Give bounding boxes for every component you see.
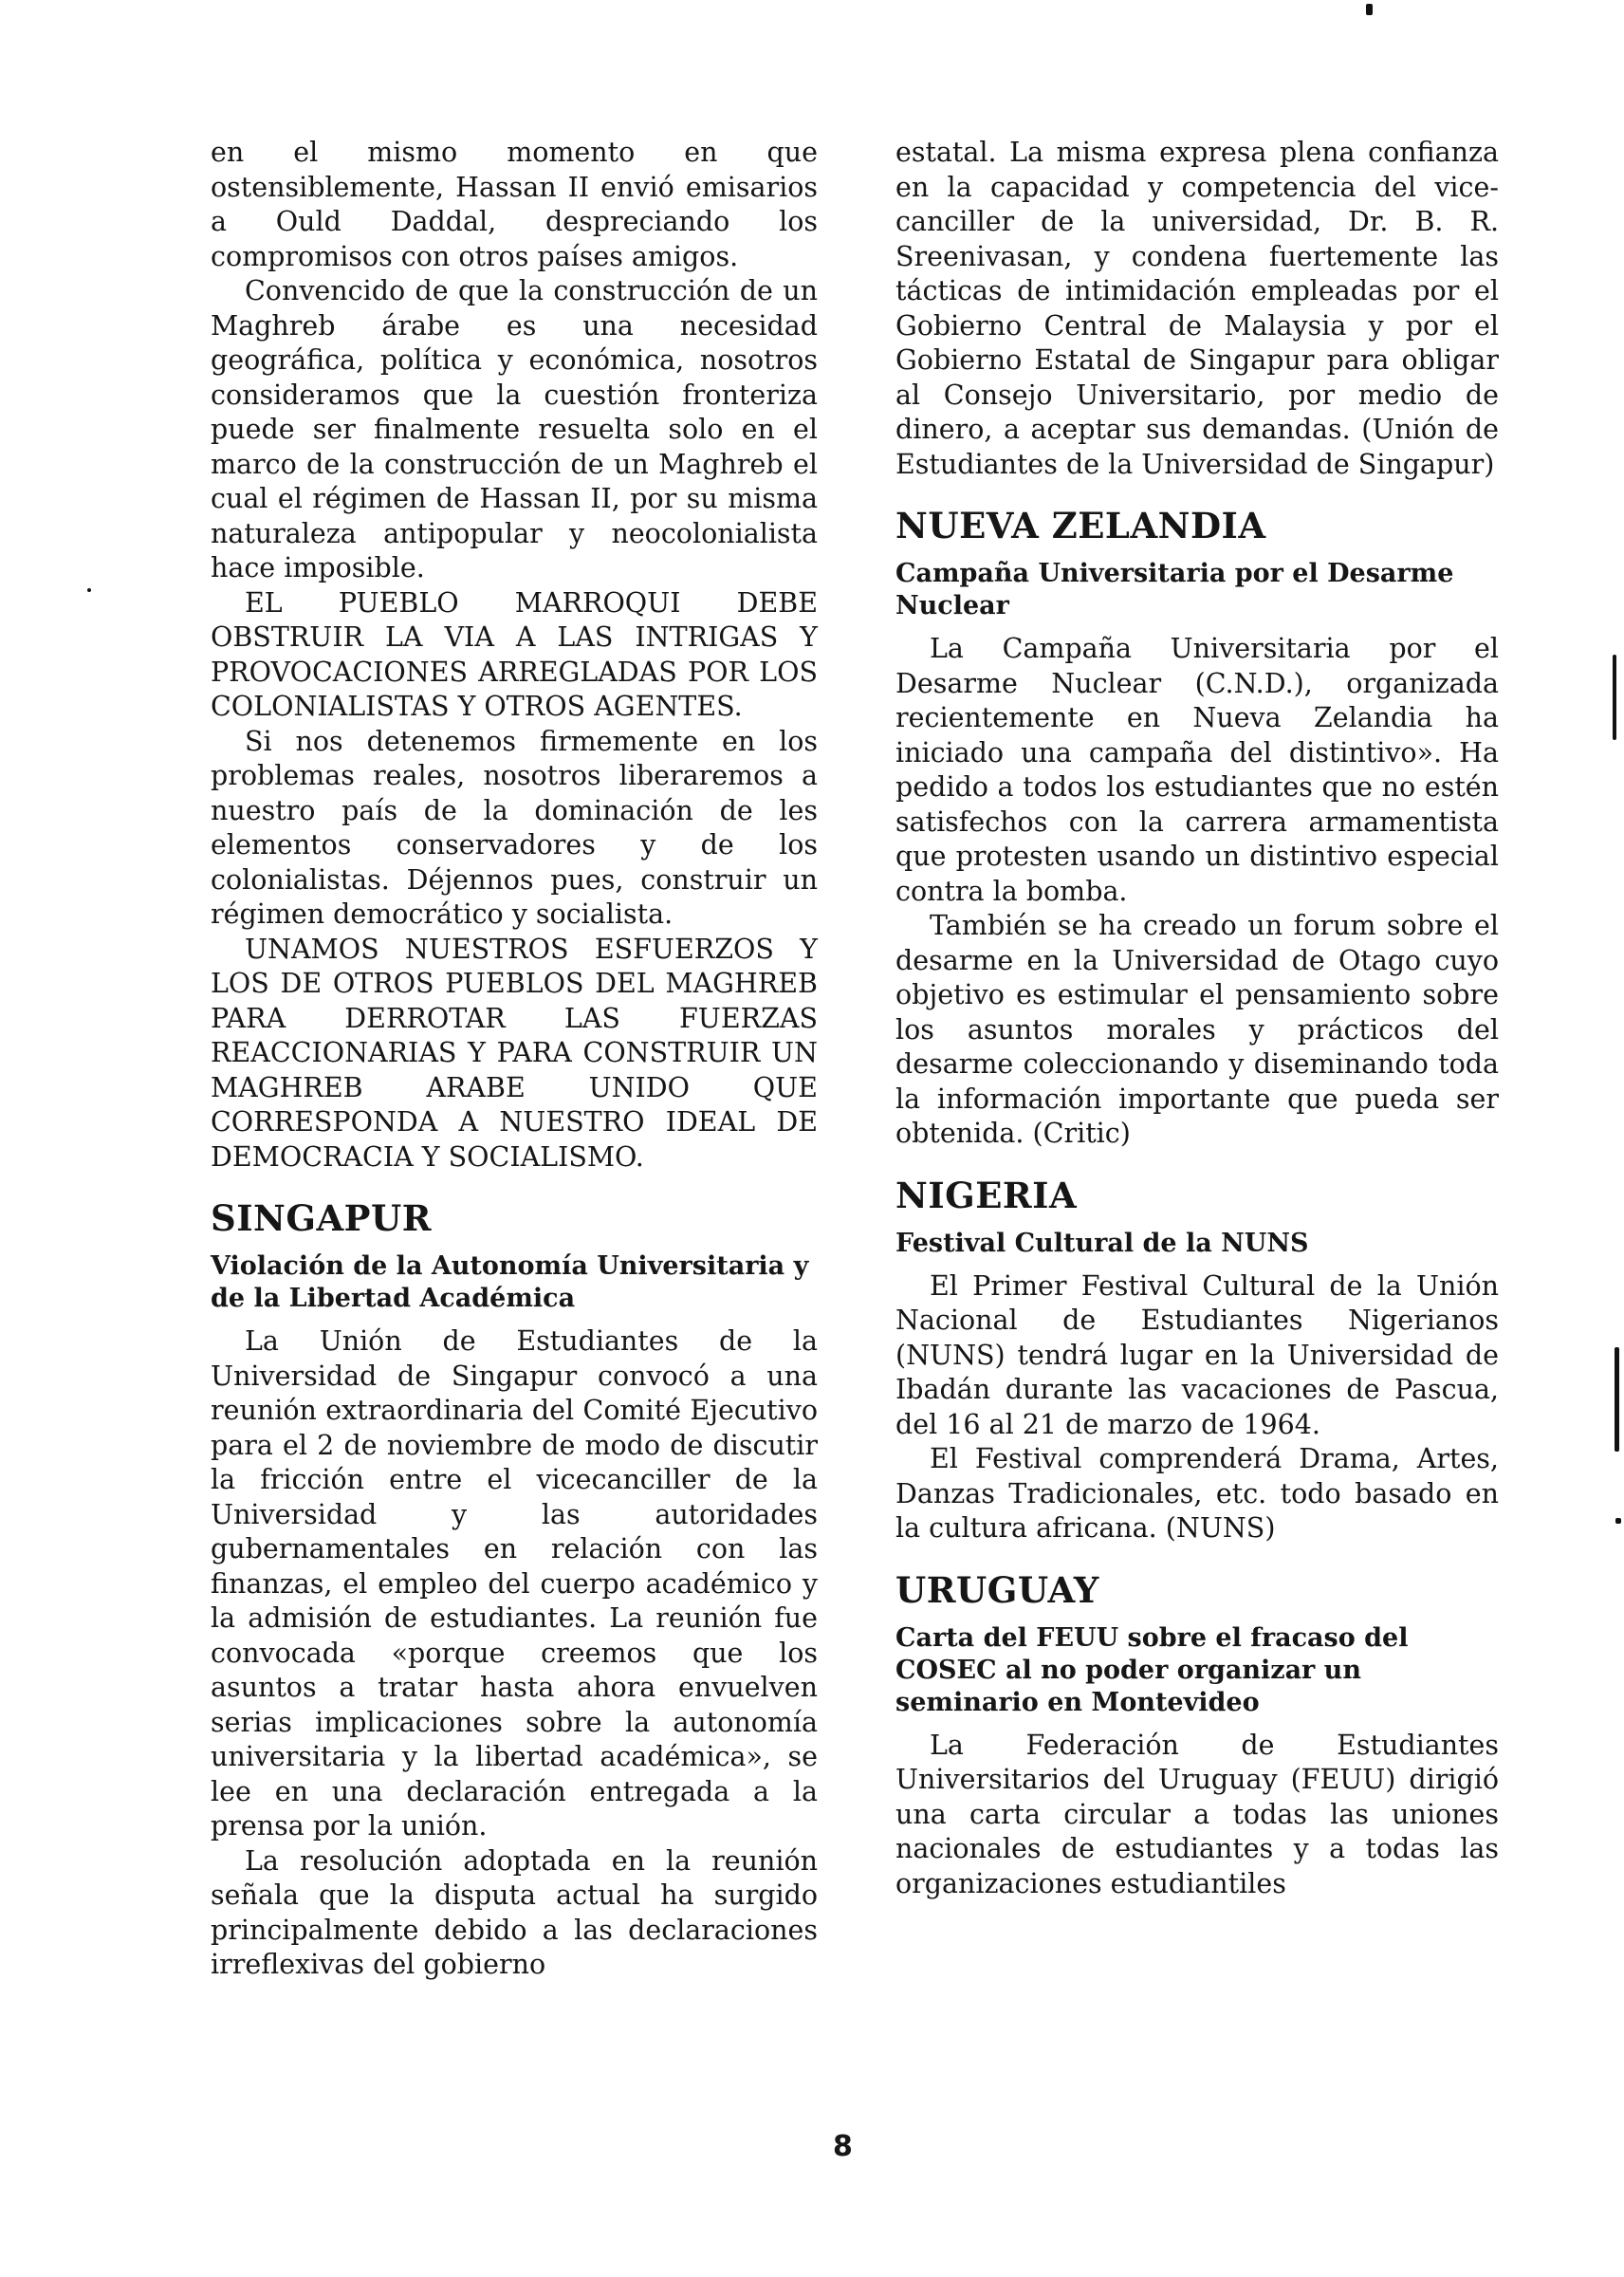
section-subheading-uruguay: Carta del FEUU sobre el fracaso del COSEC al no poder organizar un seminario en Montevideo — [895, 1622, 1409, 1717]
page-number: 8 — [833, 2130, 853, 2163]
section-heading-nigeria: NIGERIA — [895, 1174, 1078, 1216]
section-subheading-nigeria: Festival Cultural de la NUNS — [895, 1228, 1309, 1258]
scan-speck — [1366, 4, 1373, 15]
paragraph: en el mismo momento en que ostensiblemente, Hassan II envió emisarios a Ould Daddal, despreciando los compromisos con otros países amigos. — [211, 137, 818, 272]
paragraph: También se ha creado un forum sobre el desarme en la Universidad de Otago cuyo objetivo es estimular el pensamiento sobre los asuntos morales y prácticos del desarme coleccionando y diseminando toda la información importante que pueda ser obtenida. (Critic) — [895, 910, 1499, 1149]
paragraph: La Federación de Estudiantes Universitarios del Uruguay (FEUU) dirigió una carta circular a todas las uniones nacionales de estudiantes y a todas las organizaciones estudiantiles — [895, 1729, 1499, 1899]
paragraph: La resolución adoptada en la reunión señala que la disputa actual ha surgido principalmente debido a las declaraciones irreflexivas del gobierno — [211, 1844, 818, 1980]
paragraph-caps: UNAMOS NUESTROS ESFUERZOS Y LOS DE OTROS PUEBLOS DEL MAGHREB PARA DERROTAR LAS FUERZAS REACCIONARIAS Y PARA CONSTRUIR UN MAGHREB ARABE UNIDO QUE CORRESPONDA A NUESTRO IDEAL DE DEMOCRACIA Y SOCIALISMO. — [211, 933, 818, 1173]
left-column — [211, 136, 818, 1983]
section-heading-uruguay: URUGUAY — [895, 1568, 1099, 1611]
paragraph: La Unión de Estudiantes de la Universidad de Singapur convocó a una reunión extraordinaria del Comité Ejecutivo para el 2 de noviembre de modo de discutir la fricción entre el vicecanciller de la Universidad y las autoridades gubernamentales en relación con las finanzas, el empleo del cuerpo académico y la admisión de estudiantes. La reunión fue convocada «porque creemos que los asuntos a tratar hasta ahora envuelven serias implicaciones sobre la autonomía universitaria y la libertad académica», se lee en una declaración entregada a la prensa por la unión. — [211, 1325, 818, 1842]
scan-edge-mark — [1613, 655, 1616, 740]
section-subheading-singapur: Violación de la Autonomía Universitaria y de la Libertad Académica — [211, 1251, 809, 1313]
paragraph-caps: EL PUEBLO MARROQUI DEBE OBSTRUIR LA VIA A LAS INTRIGAS Y PROVOCACIONES ARREGLADAS POR LOS COLONIALISTAS Y OTROS AGENTES. — [211, 586, 818, 722]
paragraph: Convencido de que la construcción de un Maghreb árabe es una necesidad geográfica, política y económica, nosotros consideramos que la cuestión fronteriza puede ser finalmente resuelta solo en el marco de la construcción de un Maghreb el cual el régimen de Hassan II, por su misma naturaleza antipopular y neocolonialista hace imposible. — [211, 275, 818, 583]
paragraph: La Campaña Universitaria por el Desarme Nuclear (C.N.D.), organizada recientemente en Nueva Zelandia ha iniciado una campaña del distintivo». Ha pedido a todos los estudiantes que no estén satisfechos con la carrera armamentista que protesten usando un distintivo especial contra la bomba. — [895, 633, 1499, 907]
scan-edge-mark — [1615, 1347, 1619, 1452]
paragraph: estatal. La misma expresa plena confianza en la capacidad y competencia del vice-canciller de la universidad, Dr. B. R. Sreenivasan, y condena fuertemente las tácticas de intimidación empleadas por el Gobierno Central de Malaysia y por el Gobierno Estatal de Singapur para obligar al Consejo Universitario, por medio de dinero, a aceptar sus demandas. (Unión de Estudiantes de la Universidad de Singapur) — [895, 137, 1499, 480]
right-column — [895, 136, 1499, 1901]
paragraph: El Primer Festival Cultural de la Unión Nacional de Estudiantes Nigerianos (NUNS) tendrá lugar en la Universidad de Ibadán durante las vacaciones de Pascua, del 16 al 21 de marzo de 1964. — [895, 1269, 1499, 1440]
paragraph: El Festival comprenderá Drama, Artes, Danzas Tradicionales, etc. todo basado en la cultura africana. (NUNS) — [895, 1443, 1499, 1544]
paragraph: Si nos detenemos firmemente en los problemas reales, nosotros liberaremos a nuestro país de la dominación de les elementos conservadores y de los colonialistas. Déjennos pues, construir un régimen democrático y socialista. — [211, 725, 818, 930]
scan-speck — [1615, 1518, 1621, 1524]
scan-speck — [87, 588, 91, 592]
section-subheading-nueva-zelandia: Campaña Universitaria por el Desarme Nuclear — [895, 559, 1454, 620]
section-heading-nueva-zelandia: NUEVA ZELANDIA — [895, 505, 1266, 546]
section-heading-singapur: SINGAPUR — [211, 1197, 432, 1239]
